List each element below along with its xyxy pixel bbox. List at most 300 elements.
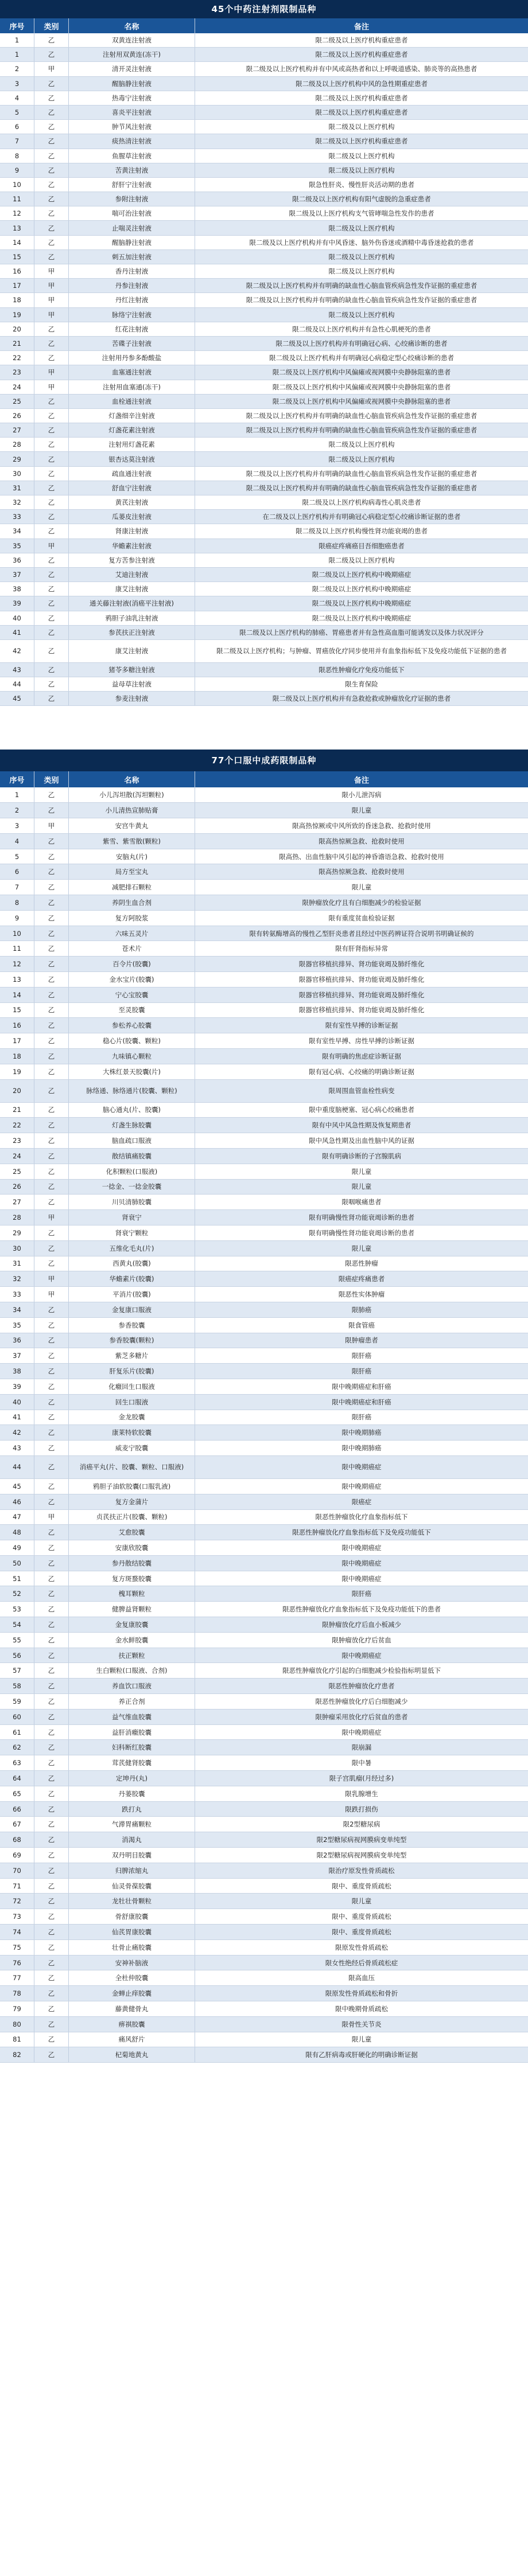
table-row [0, 988, 528, 1003]
row-no: 58 [0, 1679, 34, 1693]
row-category: 乙 [34, 1080, 69, 1102]
row-note: 限二级及以上医疗机构重症患者 [315, 93, 408, 102]
row-category: 乙 [34, 611, 69, 625]
row-no: 9 [0, 163, 34, 177]
row-no: 30 [0, 467, 34, 481]
row-no: 35 [0, 539, 34, 553]
row-no: 42 [0, 640, 34, 662]
table-row [0, 911, 528, 926]
row-name: 回生口服液 [69, 1395, 195, 1410]
row-note: 限肿瘤放化疗后血小板减少 [322, 1620, 401, 1629]
row-no: 49 [0, 1540, 34, 1555]
row-no: 19 [0, 308, 34, 322]
table-row [0, 322, 528, 337]
row-no: 48 [0, 1525, 34, 1540]
row-note: 限二级及以上医疗机构 [328, 252, 395, 261]
row-name: 双丹明目胶囊 [69, 1848, 195, 1863]
row-name: 减肥排石颗粒 [69, 880, 195, 895]
row-note: 限恶性肿瘤 [345, 1259, 378, 1268]
row-no: 42 [0, 1425, 34, 1440]
row-note: 限生育保险 [345, 680, 378, 689]
row-no: 78 [0, 1986, 34, 2001]
row-name: 注射用丹参多酚酸盐 [69, 351, 195, 365]
table-row [0, 149, 528, 163]
table-row [0, 2032, 528, 2048]
row-note: 限中晚期骨质疏松 [335, 2004, 388, 2013]
row-note: 限中晚期癌症 [341, 1463, 382, 1472]
row-name: 丹红注射液 [69, 293, 195, 307]
row-no: 10 [0, 926, 34, 941]
row-no: 11 [0, 941, 34, 956]
row-category: 乙 [34, 1118, 69, 1133]
row-name: 肾康注射液 [69, 524, 195, 538]
row-name: 金水宝片(胶囊) [69, 972, 195, 987]
row-note: 限二级及以上医疗机构并有明确的缺血性心脑血管疾病急性发作证据的重症患者 [246, 296, 477, 305]
row-note: 限二级及以上医疗机构 [328, 267, 395, 276]
row-category: 甲 [34, 62, 69, 76]
table-row [0, 1049, 528, 1064]
row-name: 局方至宝丸 [69, 864, 195, 879]
row-note: 限恶性肿瘤放化疗血象指标低下及免疫功能低下 [292, 1528, 431, 1537]
row-name: 宁心宝胶囊 [69, 988, 195, 1002]
row-name: 紫芝多糖片 [69, 1348, 195, 1363]
row-no: 45 [0, 692, 34, 705]
table-row [0, 1740, 528, 1755]
row-name: 喜炎平注射液 [69, 106, 195, 119]
row-no: 5 [0, 849, 34, 864]
row-category: 乙 [34, 1425, 69, 1440]
row-no: 10 [0, 178, 34, 192]
row-note: 限二级及以上医疗机构并有明确的缺血性心脑血管疾病急性发作证据的重症患者 [246, 469, 477, 478]
row-name: 茸芪健肾胶囊 [69, 1755, 195, 1770]
row-name: 紫雪、紫雪散(颗粒) [69, 834, 195, 849]
row-category: 乙 [34, 33, 69, 47]
row-name: 肿节风注射液 [69, 120, 195, 134]
row-note: 限二级及以上医疗机构的肺癌、胃癌患者并有急性高血脂可能诱发以及体力状况评分 [239, 628, 484, 637]
table-row [0, 365, 528, 380]
row-category: 乙 [34, 988, 69, 1002]
row-no: 32 [0, 495, 34, 509]
table-row [0, 250, 528, 264]
row-name: 脑心通丸(片、胶囊) [69, 1103, 195, 1118]
row-name: 肝复乐片(胶囊) [69, 1364, 195, 1379]
table-row [0, 1479, 528, 1494]
table-row [0, 1986, 528, 2001]
row-no: 33 [0, 510, 34, 524]
row-name: 扶正颗粒 [69, 1648, 195, 1663]
table-row [0, 1425, 528, 1441]
row-no: 27 [0, 423, 34, 437]
table-row [0, 1709, 528, 1725]
row-category: 乙 [34, 849, 69, 864]
row-category: 乙 [34, 77, 69, 91]
row-category: 乙 [34, 1786, 69, 1801]
row-category: 乙 [34, 1348, 69, 1363]
row-category: 乙 [34, 834, 69, 849]
table-row [0, 380, 528, 395]
table-row [0, 1602, 528, 1617]
table-row [0, 423, 528, 438]
table-row [0, 1318, 528, 1333]
row-name: 复方金蒲片 [69, 1494, 195, 1509]
table-row [0, 2047, 528, 2063]
row-note: 限二级及以上医疗机构支气管哮喘急性发作的患者 [289, 209, 434, 218]
row-note: 限中重度脑梗塞、冠心病心绞痛患者 [309, 1106, 414, 1114]
table-row [0, 1133, 528, 1149]
row-name: 妇科断红胶囊 [69, 1740, 195, 1755]
row-no: 26 [0, 409, 34, 423]
row-category: 乙 [34, 1256, 69, 1271]
row-no: 4 [0, 91, 34, 105]
row-name: 双黄连注射液 [69, 33, 195, 47]
table-row [0, 1663, 528, 1679]
table-row [0, 1164, 528, 1180]
row-name: 稳心片(胶囊、颗粒) [69, 1033, 195, 1048]
row-no: 38 [0, 582, 34, 596]
table-row [0, 1180, 528, 1195]
row-note: 限二级及以上医疗机构中风的急性期重症患者 [296, 79, 428, 88]
row-no: 3 [0, 77, 34, 91]
table-row [0, 1149, 528, 1164]
row-note: 限儿童 [351, 2035, 372, 2044]
row-name: 肾衰宁 [69, 1210, 195, 1225]
row-note: 限治疗原发性骨质疏松 [328, 1866, 395, 1875]
row-name: 复方斑蝥胶囊 [69, 1571, 195, 1586]
row-name: 醒脑静注射液 [69, 77, 195, 91]
row-no: 31 [0, 1256, 34, 1271]
row-no: 25 [0, 1164, 34, 1179]
row-note: 限有乙肝病毒或肝硬化的明确诊断证据 [305, 2051, 418, 2059]
row-category: 甲 [34, 308, 69, 322]
row-name: 川贝清肺胶囊 [69, 1195, 195, 1209]
row-name: 健脾益肾颗粒 [69, 1602, 195, 1617]
row-note: 限中晚期癌症 [341, 1559, 382, 1567]
row-note: 限有中风中风急性期及恢复期患者 [312, 1121, 411, 1130]
row-note: 限恶性肿瘤放化疗后白细胞减少 [315, 1697, 408, 1705]
row-category: 乙 [34, 1617, 69, 1632]
table-row [0, 640, 528, 663]
row-no: 21 [0, 1103, 34, 1118]
row-note: 限中晚期肺癌 [341, 1428, 382, 1437]
row-note: 限肿瘤患者 [345, 1336, 378, 1345]
row-note: 限恶性肿瘤放化疗引起的白细胞减少检验指标明显低下 [282, 1666, 441, 1675]
row-category: 乙 [34, 91, 69, 105]
row-no: 21 [0, 337, 34, 350]
table-row [0, 596, 528, 611]
row-note: 限中晚期癌症 [341, 1574, 382, 1583]
row-no: 29 [0, 452, 34, 466]
row-name: 华蟾素片(胶囊) [69, 1271, 195, 1286]
row-name: 喘可治注射液 [69, 206, 195, 220]
table-row [0, 308, 528, 322]
row-category: 乙 [34, 677, 69, 691]
row-note: 限中晚期癌症 [341, 1543, 382, 1552]
table-row [0, 524, 528, 538]
row-name: 脉络宁注射液 [69, 308, 195, 322]
row-no: 31 [0, 481, 34, 495]
row-no: 74 [0, 1925, 34, 1939]
row-category: 乙 [34, 467, 69, 481]
row-category: 乙 [34, 1302, 69, 1317]
table-row [0, 33, 528, 48]
row-no: 30 [0, 1241, 34, 1256]
row-no: 59 [0, 1694, 34, 1709]
table-row [0, 677, 528, 692]
row-name: 疏血通注射液 [69, 467, 195, 481]
row-name: 康艾注射液 [69, 582, 195, 596]
row-note: 限儿童 [351, 1167, 372, 1176]
table-row [0, 495, 528, 510]
row-category: 乙 [34, 438, 69, 451]
row-no: 14 [0, 988, 34, 1002]
row-note: 限儿童 [351, 1897, 372, 1906]
table-row [0, 1956, 528, 1971]
row-category: 乙 [34, 626, 69, 639]
row-no: 37 [0, 1348, 34, 1363]
row-name: 香丹注射液 [69, 264, 195, 278]
table-row [0, 1510, 528, 1525]
row-no: 52 [0, 1586, 34, 1601]
row-name: 归脾浓缩丸 [69, 1863, 195, 1878]
row-no: 50 [0, 1556, 34, 1571]
row-name: 消癌平丸(片、胶囊、颗粒、口服液) [69, 1456, 195, 1478]
row-category: 乙 [34, 1525, 69, 1540]
row-category: 乙 [34, 1395, 69, 1410]
table-row [0, 1118, 528, 1133]
table-row [0, 568, 528, 582]
table-row [0, 293, 528, 307]
row-name: 安宫牛黄丸 [69, 818, 195, 833]
row-category: 甲 [34, 1287, 69, 1302]
row-note: 限中、重度骨质疏松 [332, 1913, 391, 1921]
table-row [0, 1003, 528, 1018]
row-note: 限崩漏 [351, 1743, 372, 1752]
row-no: 9 [0, 911, 34, 926]
table-row [0, 1556, 528, 1571]
row-note: 限中晚期癌症 [341, 1482, 382, 1490]
row-no: 25 [0, 395, 34, 408]
row-note: 限二级及以上医疗机构并有明确的缺血性心脑血管疾病急性发作证据的重症患者 [246, 411, 477, 420]
row-category: 乙 [34, 423, 69, 437]
table-row [0, 1494, 528, 1510]
row-note: 限中暑 [351, 1759, 372, 1767]
row-note: 限肝癌 [351, 1413, 372, 1422]
row-no: 61 [0, 1725, 34, 1740]
row-no: 81 [0, 2032, 34, 2047]
table-row [0, 1018, 528, 1033]
row-note: 限跌打损伤 [345, 1805, 378, 1813]
row-no: 77 [0, 1970, 34, 1985]
row-note: 限儿童 [351, 883, 372, 892]
row-name: 六味五灵片 [69, 926, 195, 941]
table-row [0, 1940, 528, 1956]
row-note: 限恶性肿瘤放化疗血象指标低下 [315, 1513, 408, 1521]
row-name: 血栓通注射液 [69, 395, 195, 408]
row-category: 乙 [34, 250, 69, 264]
row-note: 限中晚期癌症和肝癌 [332, 1398, 391, 1406]
row-name: 康莱特软胶囊 [69, 1425, 195, 1440]
table-row [0, 2001, 528, 2017]
row-note: 限乳腺增生 [345, 1789, 378, 1798]
row-no: 1 [0, 33, 34, 47]
row-category: 乙 [34, 1986, 69, 2001]
row-category: 乙 [34, 510, 69, 524]
row-no: 29 [0, 1225, 34, 1240]
row-category: 甲 [34, 1510, 69, 1525]
row-name: 鸦胆子油软胶囊(口服乳液) [69, 1479, 195, 1494]
row-category: 乙 [34, 1180, 69, 1195]
row-no: 24 [0, 380, 34, 394]
row-category: 乙 [34, 178, 69, 192]
row-category: 乙 [34, 1694, 69, 1709]
table-row [0, 1802, 528, 1817]
row-no: 71 [0, 1879, 34, 1894]
row-note: 限周围血管血栓性病变 [328, 1087, 395, 1095]
row-category: 乙 [34, 236, 69, 249]
row-no: 36 [0, 1333, 34, 1348]
row-name: 参松养心胶囊 [69, 1018, 195, 1033]
row-no: 39 [0, 596, 34, 610]
row-name: 全杜仲胶囊 [69, 1970, 195, 1985]
row-name: 跌打丸 [69, 1802, 195, 1817]
row-name: 消渴丸 [69, 1832, 195, 1847]
row-category: 乙 [34, 1817, 69, 1832]
row-name: 散结镇痛胶囊 [69, 1149, 195, 1164]
row-name: 肾衰宁颗粒 [69, 1225, 195, 1240]
table-row [0, 395, 528, 409]
row-note: 限小儿泄泻病 [341, 791, 382, 799]
row-name: 痰热清注射液 [69, 134, 195, 148]
row-note: 限2型糖尿病视网膜病变单纯型 [316, 1851, 407, 1859]
row-name: 小儿清热宣肺贴膏 [69, 803, 195, 818]
table-row [0, 1195, 528, 1210]
row-no: 68 [0, 1832, 34, 1847]
table-row [0, 1909, 528, 1925]
row-name: 金水鲜胶囊 [69, 1633, 195, 1648]
row-no: 32 [0, 1271, 34, 1286]
row-no: 46 [0, 1494, 34, 1509]
row-category: 乙 [34, 1802, 69, 1817]
table-row [0, 692, 528, 706]
row-note: 限中风急性期及出血性脑中风的证据 [309, 1137, 414, 1145]
row-category: 乙 [34, 1241, 69, 1256]
row-note: 限二级及以上医疗机构并有急性心肌梗死的患者 [292, 325, 431, 333]
row-note: 限二级及以上医疗机构中晚期癌症 [312, 614, 411, 622]
row-no: 12 [0, 206, 34, 220]
row-no: 47 [0, 1510, 34, 1525]
row-no: 18 [0, 1049, 34, 1064]
row-name: 苦黄注射液 [69, 163, 195, 177]
row-note: 限二级及以上医疗机构中晚期癌症 [312, 585, 411, 594]
table-row [0, 1786, 528, 1802]
table1-section [0, 0, 528, 706]
row-name: 舒肝宁注射液 [69, 178, 195, 192]
row-note: 限癌症疼痛患者 [338, 1275, 385, 1283]
row-name: 大株红景天胶囊(片) [69, 1064, 195, 1079]
table-row [0, 1525, 528, 1540]
table-row [0, 849, 528, 865]
row-note: 限高热惊厥急救、抢救时使用 [319, 868, 405, 876]
row-name: 至灵胶囊 [69, 1003, 195, 1018]
row-note: 限二级及以上医疗机构并有中风或高热者和以上呼吸道感染、肺炎等的高热患者 [246, 65, 477, 73]
row-note: 限高热、出血性脑中风引起的神昏谵语急救、抢救时使用 [279, 852, 444, 861]
row-category: 乙 [34, 1725, 69, 1740]
row-name: 复方阿胶浆 [69, 911, 195, 926]
header-no: 序号 [0, 18, 34, 33]
row-no: 2 [0, 62, 34, 76]
row-name: 艾迪注射液 [69, 568, 195, 581]
table-row [0, 467, 528, 481]
row-category: 乙 [34, 895, 69, 910]
row-note: 限二级及以上医疗机构 [328, 151, 395, 160]
table-row [0, 663, 528, 677]
table-row [0, 1441, 528, 1456]
table-row [0, 1271, 528, 1287]
row-no: 54 [0, 1617, 34, 1632]
row-name: 血塞通注射液 [69, 365, 195, 379]
row-category: 乙 [34, 911, 69, 926]
row-note: 限二级及以上医疗机构 [328, 166, 395, 174]
row-no: 65 [0, 1786, 34, 1801]
row-note: 限二级及以上医疗机构并有明确的缺血性心脑血管疾病急性发作证据的重症患者 [246, 483, 477, 492]
row-no: 35 [0, 1318, 34, 1333]
row-name: 安康欣胶囊 [69, 1540, 195, 1555]
row-name: 苦碟子注射液 [69, 337, 195, 350]
row-no: 19 [0, 1064, 34, 1079]
row-no: 1 [0, 787, 34, 802]
table-row [0, 1863, 528, 1879]
table2-body [0, 787, 528, 2063]
row-name: 复方苦参注射液 [69, 553, 195, 567]
row-note: 限肿瘤放化疗且有白细胞减少的检验证据 [302, 898, 421, 907]
row-no: 13 [0, 221, 34, 235]
row-note: 限有明确慢性肾功能衰竭诊断的患者 [309, 1228, 414, 1237]
header-category: 类别 [34, 771, 69, 787]
row-note: 限二级及以上医疗机构 [328, 123, 395, 131]
row-name: 金蝉止痒胶囊 [69, 1986, 195, 2001]
row-no: 13 [0, 972, 34, 987]
row-note: 限器官移植抗排异、肾功能衰竭及肺纤维化 [298, 990, 425, 999]
row-category: 乙 [34, 1133, 69, 1148]
row-no: 51 [0, 1571, 34, 1586]
row-category: 乙 [34, 48, 69, 61]
row-name: 安脑丸(片) [69, 849, 195, 864]
row-no: 27 [0, 1195, 34, 1209]
row-note: 限二级及以上医疗机构 [328, 455, 395, 463]
row-category: 乙 [34, 1633, 69, 1648]
row-no: 1 [0, 48, 34, 61]
row-note: 限儿童 [351, 1182, 372, 1191]
row-no: 76 [0, 1956, 34, 1970]
row-no: 4 [0, 834, 34, 849]
row-note: 限癌症 [351, 1497, 372, 1506]
row-note: 限原发性骨质疏松和骨折 [325, 1989, 398, 1998]
row-note: 限二级及以上医疗机构并有明确冠心病稳定型心绞痛诊断的患者 [269, 354, 454, 362]
row-no: 18 [0, 293, 34, 307]
row-name: 灯盏花素注射液 [69, 423, 195, 437]
row-name: 生白颗粒(口服液、合剂) [69, 1663, 195, 1678]
table-row [0, 163, 528, 178]
table-row [0, 539, 528, 553]
row-note: 限2型糖尿病 [343, 1820, 381, 1829]
table-row [0, 264, 528, 279]
table-row [0, 91, 528, 106]
row-note: 限女性绝经后骨质疏松症 [325, 1958, 398, 1967]
row-note: 限儿童 [351, 806, 372, 815]
row-note: 限二级及以上医疗机构中晚期癌症 [312, 599, 411, 608]
table-row [0, 895, 528, 911]
row-category: 乙 [34, 1064, 69, 1079]
